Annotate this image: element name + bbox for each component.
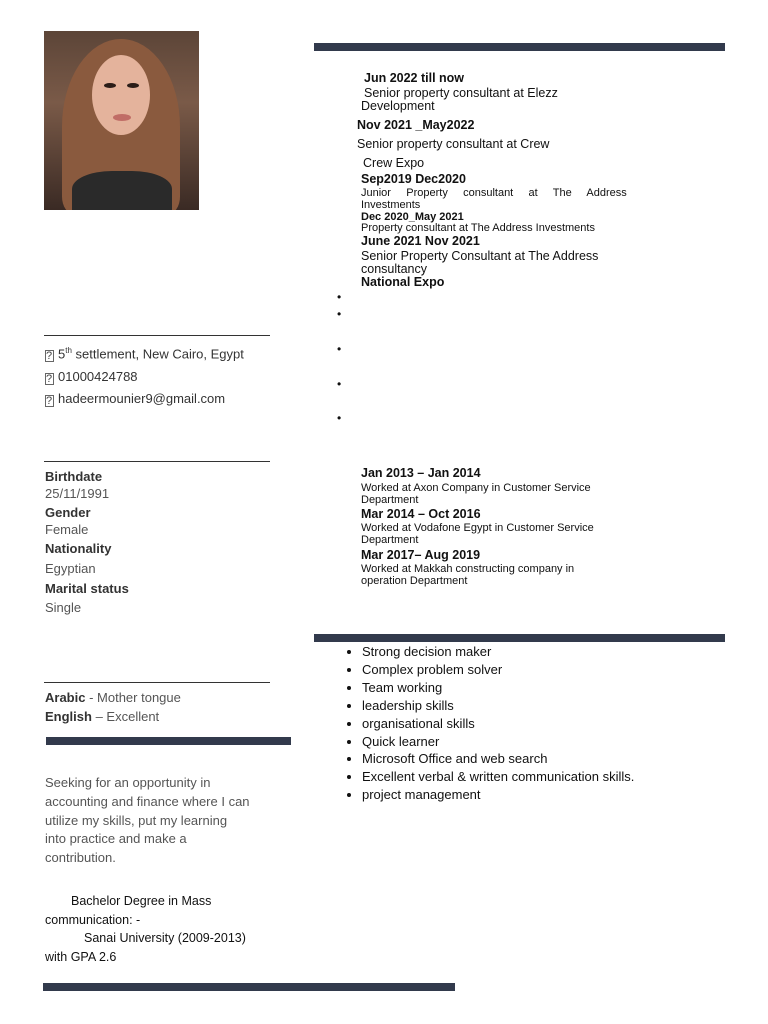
exp-desc-4b: consultancy	[361, 262, 428, 276]
exp-date-3: Dec 2020_May 2021	[361, 211, 464, 223]
job-date-2: Mar 2017– Aug 2019	[361, 548, 481, 562]
exp-desc-3: Property consultant at The Address Investments	[361, 222, 595, 234]
phone-icon: ?	[46, 373, 53, 385]
job-desc-1: Worked at Vodafone Egypt in Customer Service	[361, 522, 594, 534]
divider-contact	[44, 335, 270, 336]
language-arabic: Arabic - Mother tongue	[45, 690, 181, 705]
job-desc-0: Worked at Axon Company in Customer Service	[361, 482, 591, 494]
empty-bullet: •	[337, 290, 342, 304]
job-date-0: Jan 2013 – Jan 2014	[361, 466, 481, 480]
education-degree: Bachelor Degree in Mass	[71, 894, 212, 908]
header-bar-objective	[46, 737, 291, 745]
exp-date-0: Jun 2022 till now	[364, 71, 465, 85]
profile-photo	[44, 31, 199, 210]
birthdate-label: Birthdate	[45, 469, 103, 484]
language-english: English – Excellent	[45, 709, 160, 724]
nationality-label: Nationality	[45, 541, 112, 556]
exp-date-2: Sep2019 Dec2020	[361, 172, 466, 186]
exp-date-1: Nov 2021 _May2022	[357, 118, 475, 132]
job-desc-2: Worked at Makkah constructing company in	[361, 563, 575, 575]
exp-desc-4: Senior Property Consultant at The Address	[361, 249, 599, 263]
exp-date-5: National Expo	[361, 275, 445, 289]
exp-desc-0b: Development	[361, 99, 435, 113]
objective-text: Seeking for an opportunity in accounting and finance where I can utilize my skills, put my learning into practice and make a contribution.	[45, 775, 250, 866]
contact-phone: ? 01000424788	[46, 369, 138, 385]
exp-desc-2: Junior Property consultant at The Address	[361, 187, 627, 199]
list-item: • Quick learner	[362, 733, 634, 751]
exp-desc-2b: Investments	[361, 199, 421, 211]
list-item: • Team working	[362, 679, 634, 697]
email-icon: ?	[46, 395, 53, 407]
marital-value: Single	[45, 600, 82, 615]
exp-desc-0: Senior property consultant at Elezz	[364, 86, 558, 100]
empty-bullet: •	[337, 411, 342, 425]
empty-bullet: •	[337, 377, 342, 391]
job-date-1: Mar 2014 – Oct 2016	[361, 507, 481, 521]
gender-value: Female	[45, 522, 89, 537]
list-item: • organisational skills	[362, 715, 634, 733]
empty-bullet: •	[337, 342, 342, 356]
nationality-value: Egyptian	[45, 561, 96, 576]
empty-bullet: •	[337, 307, 342, 321]
job-desc-2b: operation Department	[361, 575, 468, 587]
contact-address: ? 5th settlement, New Cairo, Egypt	[46, 346, 244, 363]
list-item: • leadership skills	[362, 697, 634, 715]
list-item: • Microsoft Office and web search	[362, 750, 634, 768]
exp-desc-1: Senior property consultant at Crew	[357, 137, 550, 151]
education-field: communication: -	[45, 913, 141, 927]
list-item: • project management	[362, 786, 634, 804]
marital-label: Marital status	[45, 581, 129, 596]
birthdate-value: 25/11/1991	[45, 486, 110, 501]
header-bar-bottom	[43, 983, 455, 991]
header-bar-top	[314, 43, 725, 51]
job-desc-0b: Department	[361, 494, 419, 506]
list-item: • Strong decision maker	[362, 643, 634, 661]
divider-personal	[44, 461, 270, 462]
location-icon: ?	[46, 350, 53, 363]
skills-list	[340, 643, 634, 804]
exp-desc-1b: Crew Expo	[363, 156, 425, 170]
contact-email[interactable]: ? hadeermounier9@gmail.com	[46, 391, 226, 407]
divider-languages	[44, 682, 270, 683]
education-university: Sanai University (2009-2013)	[84, 931, 246, 945]
list-item: • Excellent verbal & written communication skills.	[362, 768, 634, 786]
exp-date-4: June 2021 Nov 2021	[361, 234, 480, 248]
education-gpa: with GPA 2.6	[45, 950, 117, 964]
list-item: • Complex problem solver	[362, 661, 634, 679]
header-bar-skills	[314, 634, 725, 642]
gender-label: Gender	[45, 505, 91, 520]
job-desc-1b: Department	[361, 534, 419, 546]
